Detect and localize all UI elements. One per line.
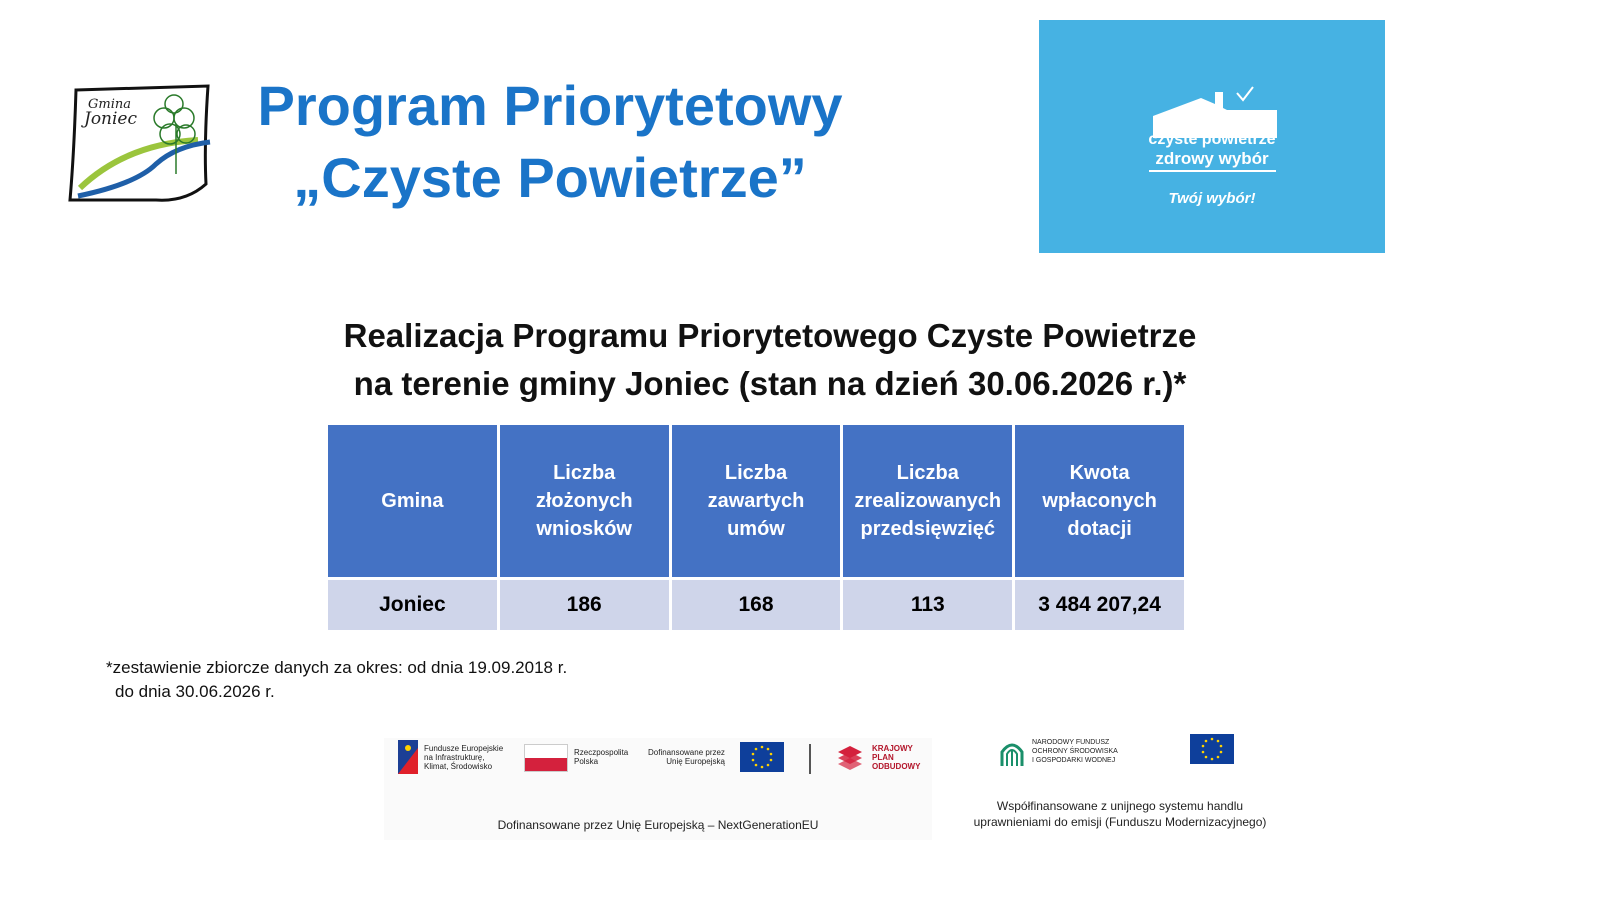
- section-heading: [300, 312, 1240, 408]
- section-heading-line2: na terenie gminy Joniec (stan na dzień 30.06.2026 r.)*: [353, 365, 1187, 402]
- nfosigw-icon: [998, 738, 1026, 768]
- eu-flag-icon: [1190, 734, 1234, 764]
- cell-paid-grants: 3 484 207,24: [1015, 580, 1184, 630]
- eu-flag-icon: [740, 742, 784, 772]
- svg-text:Joniec: Joniec: [84, 109, 138, 129]
- svg-text:Gmina: Gmina: [88, 97, 131, 112]
- dofinansowane-ue-text: Dofinansowane przez Unię Europejską: [648, 748, 725, 766]
- fundusze-europejskie-icon: [398, 738, 420, 776]
- nextgeneration-caption: Dofinansowane przez Unię Europejską – NextGenerationEU: [497, 818, 819, 832]
- page-title-line2: „Czyste Powietrze”: [293, 146, 807, 209]
- polish-flag-icon: [524, 744, 568, 772]
- page-title: [230, 70, 870, 214]
- fundusze-europejskie-text: Fundusze Europejskie na Infrastrukturę, Klimat, Środowisko: [424, 744, 504, 771]
- cell-signed-contracts: 168: [672, 580, 841, 630]
- footnote: [106, 656, 567, 704]
- gmina-joniec-logo: [66, 84, 212, 204]
- table-header-row: [328, 425, 1184, 577]
- cp-logo-slogan: Twój wybór!: [1168, 190, 1256, 207]
- header-gmina: Gmina: [328, 425, 497, 577]
- footnote-line1: *zestawienie zbiorcze danych za okres: od dnia 19.09.2018 r.: [106, 658, 568, 677]
- program-statistics-table: [325, 422, 1187, 633]
- cp-logo-line2: zdrowy wybór: [1155, 149, 1269, 168]
- header-completed-projects: Liczba zrealizowanych przedsięwzięć: [843, 425, 1012, 577]
- header-paid-grants: Kwota wpłaconych dotacji: [1015, 425, 1184, 577]
- cell-submitted-applications: 186: [500, 580, 669, 630]
- header-submitted-applications: Liczba złożonych wniosków: [500, 425, 669, 577]
- cp-logo-line1: czyste powietrze: [1148, 131, 1276, 148]
- nfosigw-text: NARODOWY FUNDUSZ OCHRONY ŚRODOWISKA I GOSPODARKI WODNEJ: [1032, 739, 1118, 764]
- funding-logos-modernization: [950, 738, 1290, 840]
- section-heading-line1: Realizacja Programu Priorytetowego Czyste Powietrze: [343, 317, 1197, 354]
- table-row: [328, 580, 1184, 630]
- rzeczpospolita-text: Rzeczpospolita Polska: [574, 748, 629, 766]
- logo-divider: [809, 744, 811, 774]
- kpo-text: KRAJOWY PLAN ODBUDOWY: [872, 744, 921, 771]
- footnote-line2: do dnia 30.06.2026 r.: [115, 682, 275, 701]
- funding-logos-nextgeneration: [384, 738, 932, 840]
- header-signed-contracts: Liczba zawartych umów: [672, 425, 841, 577]
- cell-gmina: Joniec: [328, 580, 497, 630]
- cp-logo-underline: [1149, 170, 1276, 172]
- kpo-icon: [836, 744, 864, 774]
- czyste-powietrze-logo: [1039, 20, 1385, 253]
- modernization-fund-caption: Współfinansowane z unijnego systemu handlu uprawnieniami do emisji (Funduszu Modernizacyjnego): [973, 799, 1267, 829]
- page-title-line1: Program Priorytetowy: [257, 74, 843, 137]
- cell-completed-projects: 113: [843, 580, 1012, 630]
